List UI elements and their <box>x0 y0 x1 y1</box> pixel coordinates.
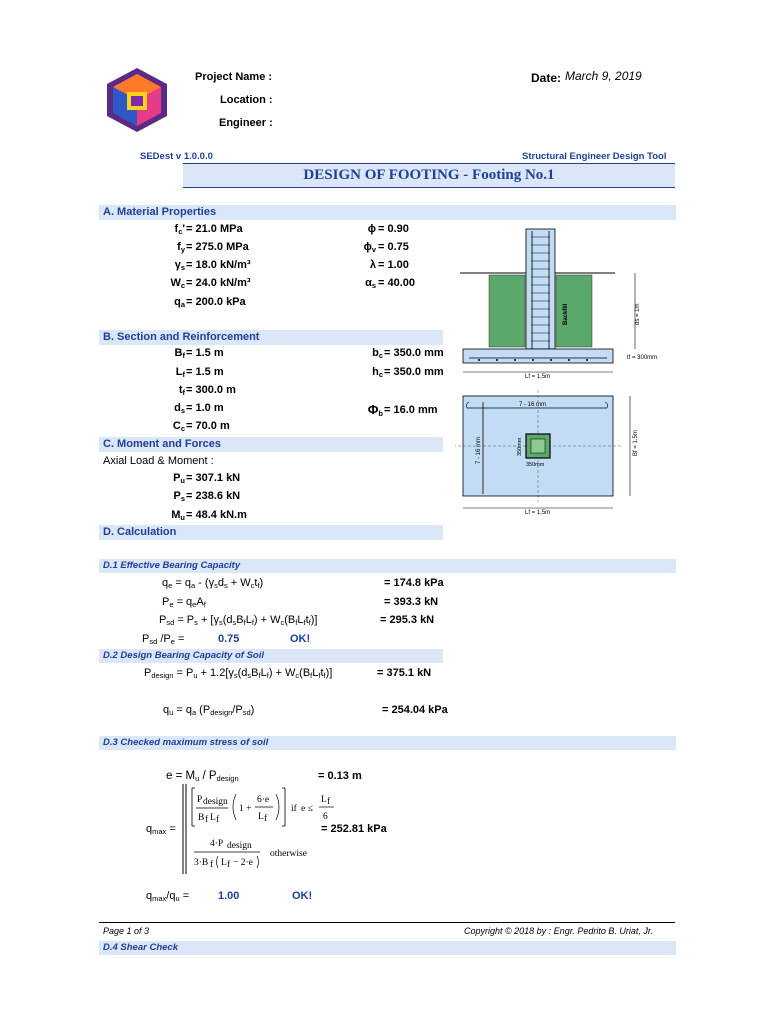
svg-text:e ≤: e ≤ <box>301 804 313 814</box>
svg-text:L: L <box>321 795 327 805</box>
project-label: Project Name : <box>195 71 273 83</box>
svg-text:B: B <box>198 813 205 823</box>
svg-text:f: f <box>327 797 331 807</box>
ratio2-ok: OK! <box>292 890 313 902</box>
fy-value: = 275.0 MPa <box>186 241 249 253</box>
pdesign-value: = 375.1 kN <box>377 667 432 679</box>
subsection-d2: D.2 Design Bearing Capacity of Soil <box>99 649 443 663</box>
gamma-s-value: = 18.0 kN/m³ <box>186 259 251 271</box>
mu-value: = 48.4 kN.m <box>186 509 247 521</box>
tf-dimension: tf = 300mm <box>627 355 658 361</box>
svg-text:if: if <box>291 804 297 814</box>
qu-value: = 254.04 kPa <box>382 704 448 716</box>
bc-value: = 350.0 mm <box>384 347 444 359</box>
svg-text:design: design <box>203 797 228 807</box>
column-width-label: 350mm <box>526 462 545 468</box>
svg-text:1 +: 1 + <box>239 804 252 814</box>
qmax-value: = 252.81 kPa <box>321 823 387 835</box>
footing-elevation-diagram <box>455 225 680 385</box>
footer-rule <box>99 922 675 923</box>
title-bar <box>183 164 675 188</box>
section-calculation: D. Calculation <box>99 525 443 540</box>
ps-value: = 238.6 kN <box>186 490 241 502</box>
page-title: DESIGN OF FOOTING - Footing No.1 <box>303 167 555 183</box>
svg-text:L: L <box>258 812 264 822</box>
ratio1-ok: OK! <box>290 633 311 645</box>
axial-label: Axial Load & Moment : <box>103 455 214 467</box>
logo <box>103 66 171 134</box>
svg-text:f: f <box>216 815 220 825</box>
pu-value: = 307.1 kN <box>186 472 241 484</box>
qmax-formula <box>180 782 340 876</box>
lambda-value: = 1.00 <box>378 259 409 271</box>
ratio2-value: 1.00 <box>218 890 240 902</box>
tool-name: Structural Engineer Design Tool <box>522 151 667 162</box>
section-reinforcement: B. Section and Reinforcement <box>99 330 443 345</box>
section-forces: C. Moment and Forces <box>99 437 443 452</box>
svg-text:f: f <box>210 860 214 870</box>
svg-text:f: f <box>264 814 268 824</box>
backfill-label: Backfill <box>563 303 569 325</box>
section-material: A. Material Properties <box>99 205 676 220</box>
version-label: SEDest v 1.0.0.0 <box>140 151 213 162</box>
date-value: March 9, 2019 <box>565 69 642 83</box>
page-number: Page 1 of 3 <box>103 926 150 936</box>
svg-text:L: L <box>221 858 227 868</box>
bf-value: = 1.5 m <box>186 347 224 359</box>
phiv-value: = 0.75 <box>378 241 409 253</box>
subsection-d3: D.3 Checked maximum stress of soil <box>99 736 676 750</box>
svg-text:6·e: 6·e <box>257 795 270 805</box>
alphas-value: = 40.00 <box>378 277 416 289</box>
tf-value: = 300.0 m <box>186 384 236 396</box>
footing-plan-diagram <box>455 390 680 520</box>
subsection-d4: D.4 Shear Check <box>99 941 676 955</box>
svg-text:6: 6 <box>323 812 328 822</box>
subsection-d1: D.1 Effective Bearing Capacity <box>99 559 676 573</box>
svg-text:L: L <box>210 813 216 823</box>
bf-dimension: Bf = 1.5m <box>633 430 639 456</box>
pe-value: = 393.3 kN <box>384 596 439 608</box>
lf-value: = 1.5 m <box>186 366 224 378</box>
svg-text:4·P: 4·P <box>210 839 224 849</box>
e-value: = 0.13 m <box>318 770 362 782</box>
cc-value: = 70.0 m <box>186 420 230 432</box>
ratio1-value: 0.75 <box>218 633 240 645</box>
hc-value: = 350.0 mm <box>384 366 444 378</box>
svg-text:− 2·e: − 2·e <box>233 858 253 868</box>
phi-value: = 0.90 <box>378 223 409 235</box>
svg-text:f: f <box>205 815 209 825</box>
qe-value: = 174.8 kPa <box>384 577 444 589</box>
qa-value: = 200.0 kPa <box>186 296 246 308</box>
copyright: Copyright © 2018 by : Engr. Pedrito B. Uriat, Jr. <box>464 926 654 936</box>
wc-value: = 24.0 kN/m³ <box>186 277 251 289</box>
psd-value: = 295.3 kN <box>380 614 435 626</box>
lf-plan-dimension: Lf = 1.5m <box>525 510 551 516</box>
ds-dimension: ds = 1m <box>635 303 641 325</box>
svg-text:P: P <box>197 795 203 805</box>
fc-value: = 21.0 MPa <box>186 223 243 235</box>
phib-value: = 16.0 mm <box>384 404 438 416</box>
side-bars-label: 7 - 16 mm <box>476 436 482 464</box>
lf-dimension: Lf = 1.5m <box>525 374 551 380</box>
date-label: Date: <box>531 71 562 85</box>
column-height-label: 350mm <box>517 437 523 456</box>
svg-text:f: f <box>227 860 231 870</box>
location-label: Location : <box>220 94 273 106</box>
svg-text:3·B: 3·B <box>194 858 209 868</box>
engineer-label: Engineer : <box>219 117 273 129</box>
svg-text:otherwise: otherwise <box>270 849 307 859</box>
ds-value: = 1.0 m <box>186 402 224 414</box>
top-bars-label: 7 - 16 mm <box>519 402 547 408</box>
svg-text:design: design <box>227 841 252 851</box>
